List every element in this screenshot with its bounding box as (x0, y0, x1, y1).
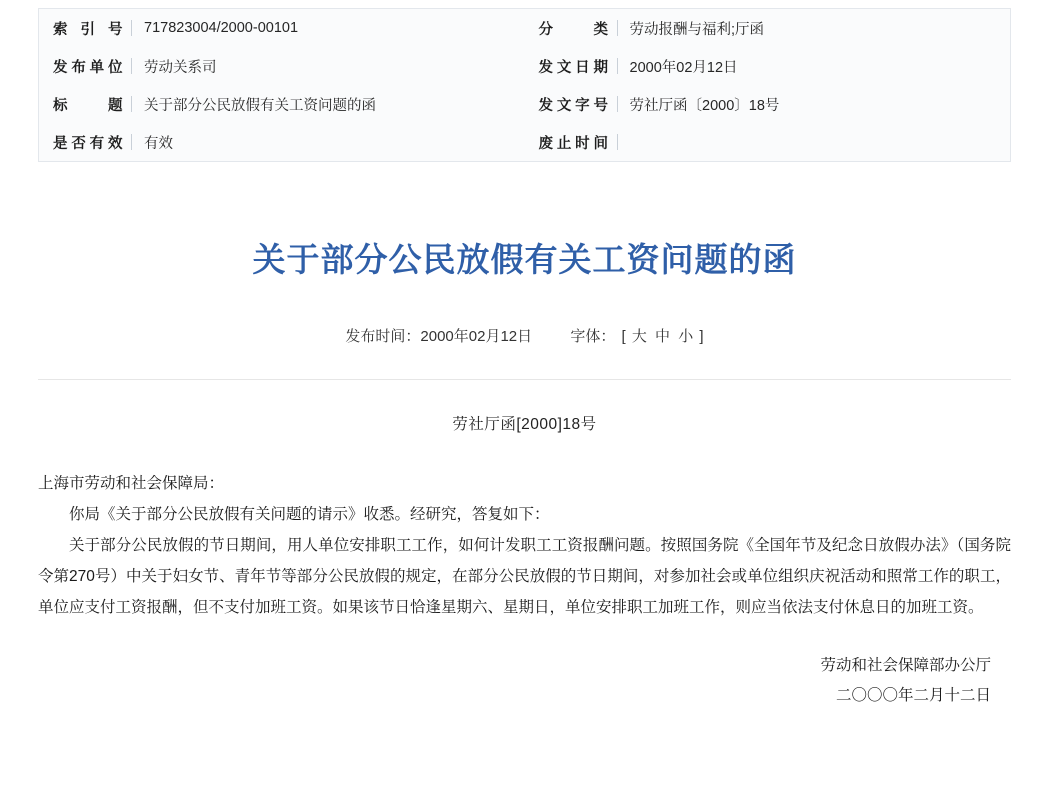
publish-time-group (345, 328, 536, 345)
meta-label-issuing-unit: 发布单位 (53, 59, 123, 76)
bracket-close: ] (699, 328, 704, 345)
meta-label-issue-date: 发文日期 (538, 59, 609, 76)
meta-label-index-number: 索引号 (53, 21, 123, 38)
meta-cell-category (525, 9, 1011, 47)
meta-cell-issuing-unit (39, 47, 525, 85)
document-page (0, 8, 1049, 810)
meta-separator (617, 96, 618, 112)
meta-cell-document-number (525, 85, 1011, 123)
meta-value-document-number: 劳社厅函〔2000〕18号 (629, 97, 780, 114)
meta-label-validity: 是否有效 (53, 135, 123, 152)
document-subinfo (0, 325, 1049, 346)
table-row (39, 85, 1010, 123)
signature-date: 二〇〇〇年二月十二日 (835, 687, 991, 704)
meta-separator (131, 96, 132, 112)
meta-label-abolition-time: 废止时间 (538, 135, 609, 152)
document-signature (38, 651, 1011, 711)
meta-separator (617, 20, 618, 36)
meta-label-document-number: 发文字号 (538, 97, 609, 114)
meta-separator (131, 20, 132, 36)
content-divider (38, 379, 1011, 380)
document-meta-table (38, 8, 1011, 162)
meta-separator (131, 134, 132, 150)
document-body (38, 468, 1011, 623)
meta-separator (617, 58, 618, 74)
meta-cell-issue-date (525, 47, 1011, 85)
meta-cell-index-number (39, 9, 525, 47)
font-size-medium-button[interactable]: 中 (655, 328, 671, 345)
font-size-small-button[interactable]: 小 (678, 328, 694, 345)
publish-time-value: 2000年02月12日 (420, 328, 533, 345)
bracket-open: [ (621, 328, 626, 345)
font-size-label: 字体： (570, 328, 616, 345)
meta-separator (617, 134, 618, 150)
meta-label-title: 标题 (53, 97, 123, 114)
meta-value-validity: 有效 (144, 135, 173, 152)
signature-organization: 劳动和社会保障部办公厅 (820, 657, 991, 674)
document-number: 劳社厅函[2000]18号 (452, 416, 597, 433)
meta-value-issue-date: 2000年02月12日 (629, 59, 738, 76)
body-salutation: 上海市劳动和社会保障局： (38, 475, 225, 492)
meta-cell-abolition-time (525, 123, 1011, 161)
meta-value-index-number: 717823004/2000-00101 (144, 20, 299, 36)
meta-value-category: 劳动报酬与福利;厅函 (629, 21, 765, 38)
meta-label-category: 分类 (538, 21, 609, 38)
meta-value-title: 关于部分公民放假有关工资问题的函 (144, 97, 376, 114)
body-paragraph-1: 你局《关于部分公民放假有关问题的请示》收悉。经研究，答复如下： (69, 506, 550, 523)
table-row (39, 47, 1010, 85)
page-title: 关于部分公民放假有关工资问题的函 (252, 241, 797, 278)
meta-cell-title (39, 85, 525, 123)
meta-separator (131, 58, 132, 74)
table-row (39, 123, 1010, 161)
publish-time-label: 发布时间： (345, 328, 421, 345)
table-row (39, 9, 1010, 47)
font-size-large-button[interactable]: 大 (631, 328, 647, 345)
meta-value-issuing-unit: 劳动关系司 (144, 59, 217, 76)
meta-cell-validity (39, 123, 525, 161)
body-paragraph-2: 关于部分公民放假的节日期间，用人单位安排职工工作，如何计发职工工资报酬问题。按照国务院《全国年节及纪念日放假办法》（国务院令第270号）中关于妇女节、青年节等部分公民放假的规定，在部分公民放假的节日期间，对参加社会或单位组织庆祝活动和照常工作的职工，单位应支付工资报酬，但不支付加班工资。如果该节日恰逢星期六、星期日，单位安排职工加班工作，则应当依法支付休息日的加班工资。 (38, 537, 1011, 616)
